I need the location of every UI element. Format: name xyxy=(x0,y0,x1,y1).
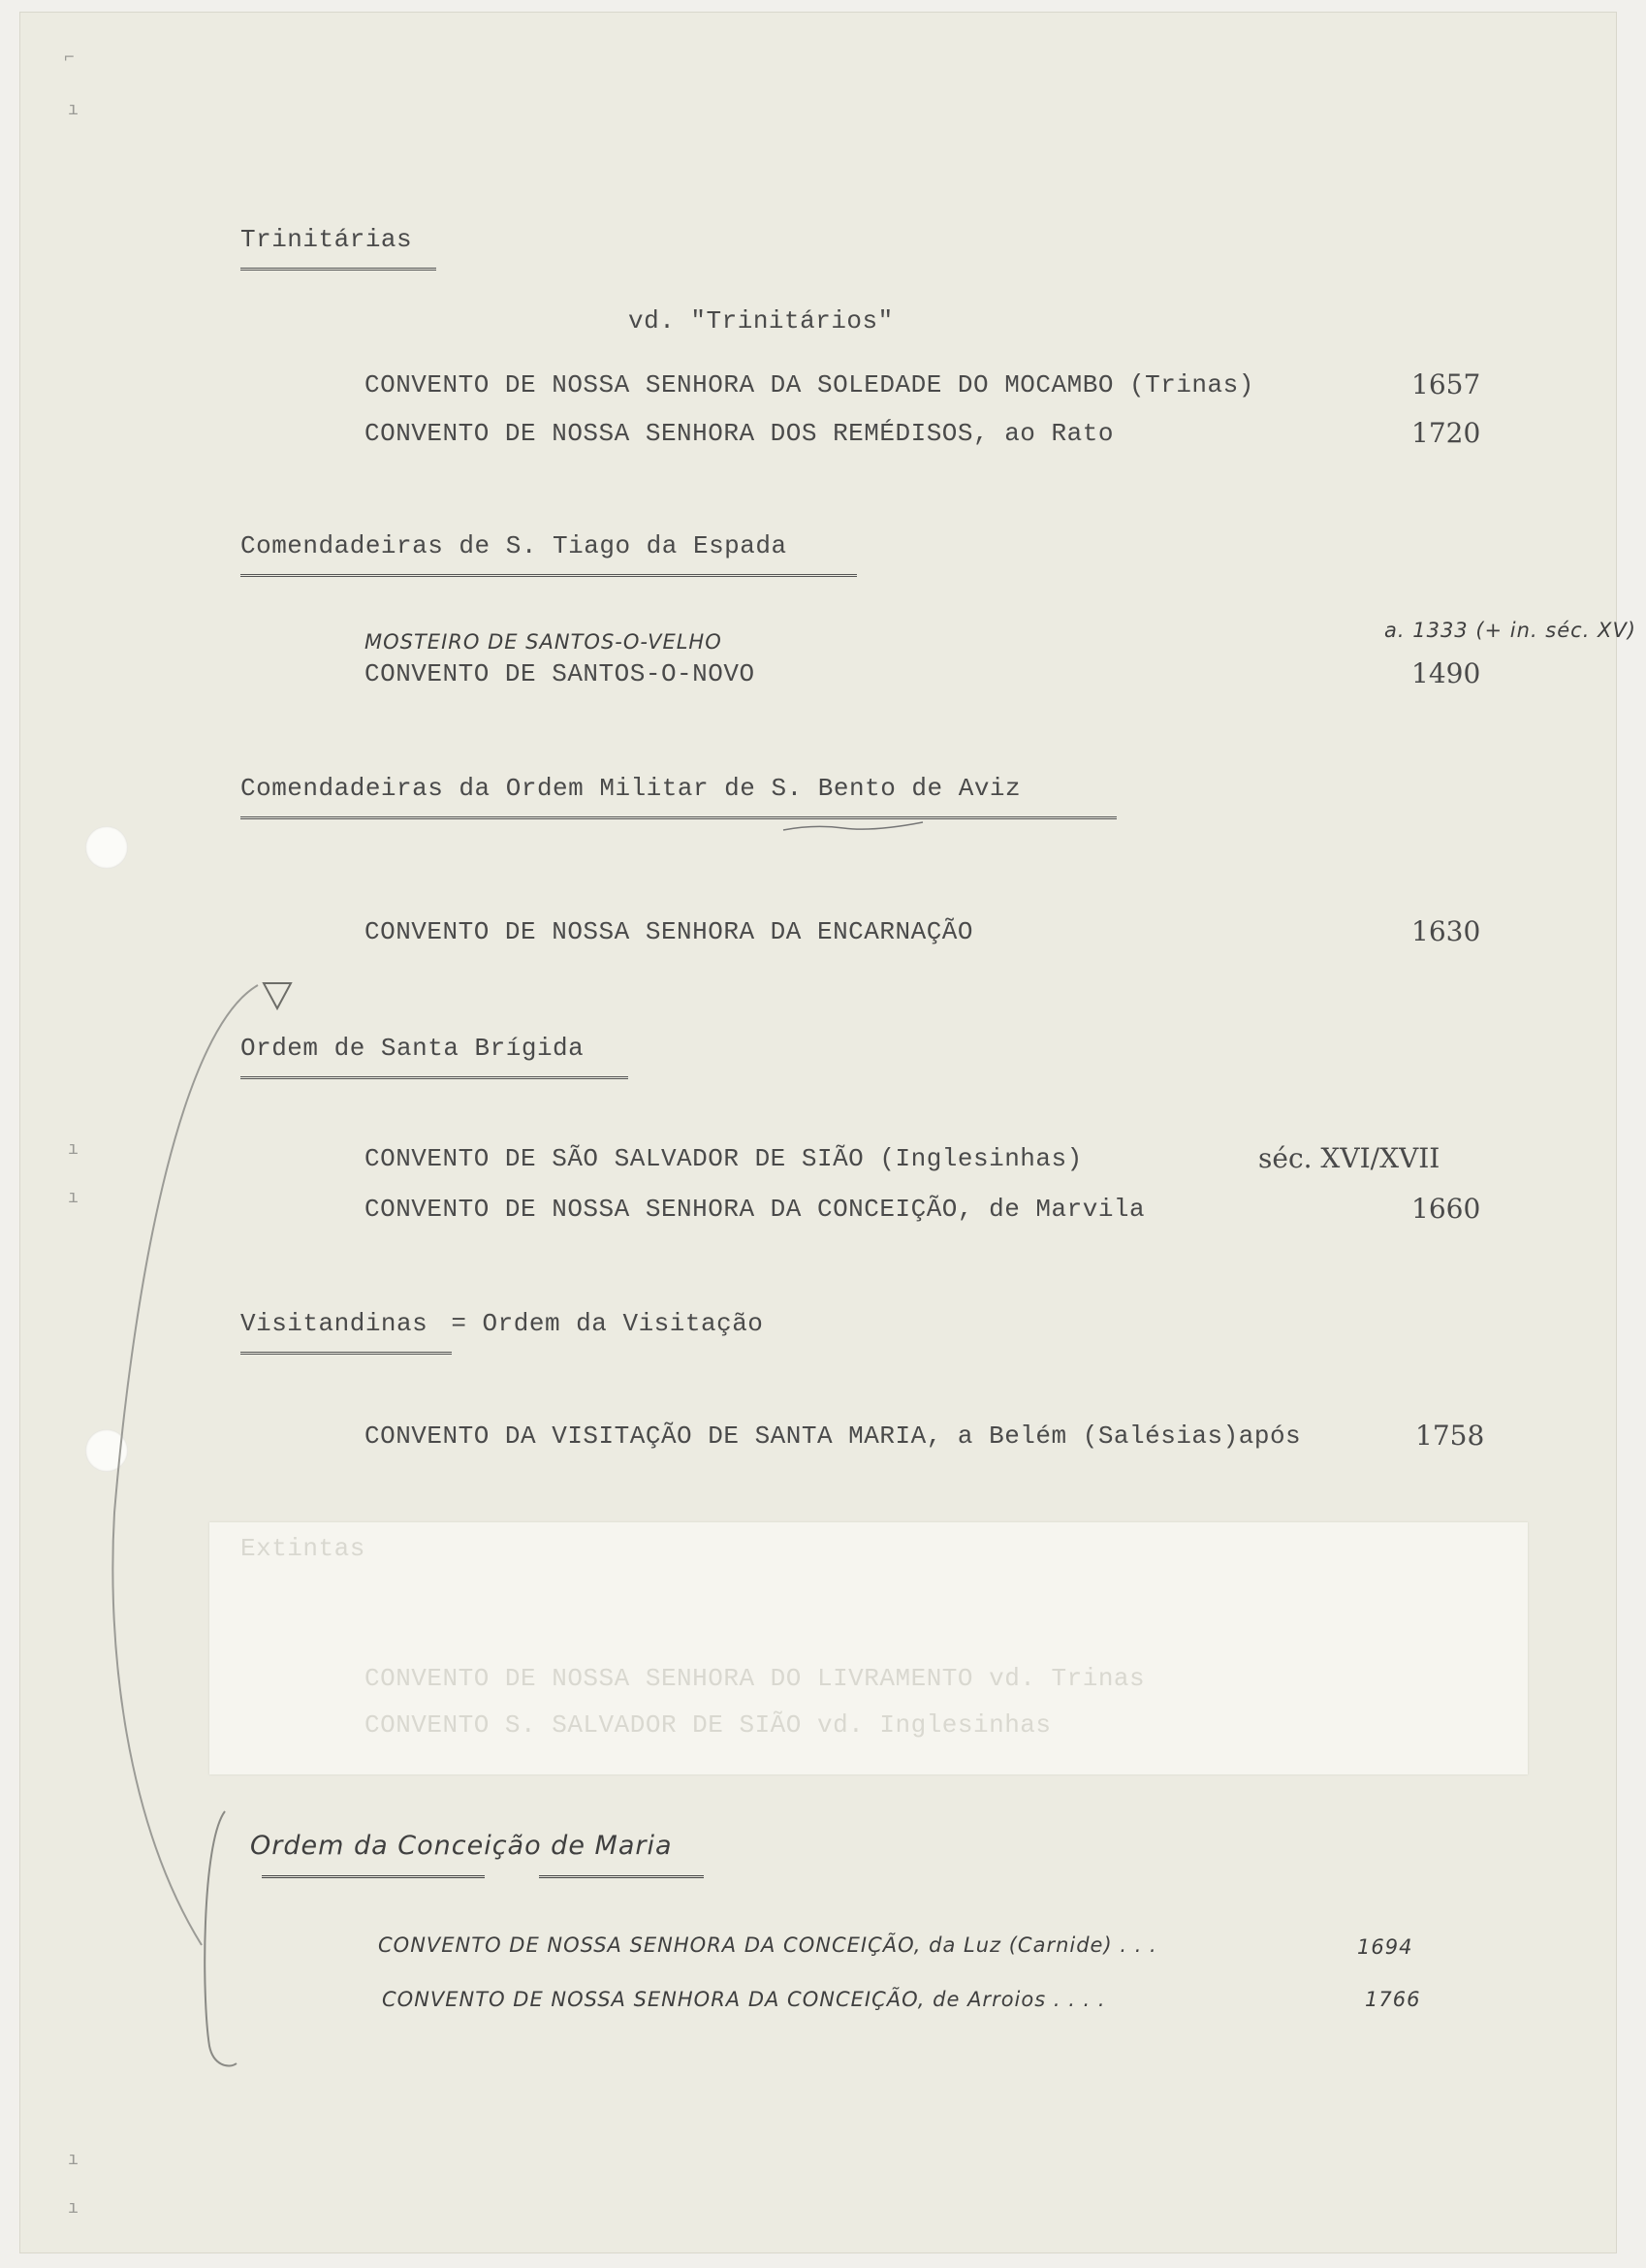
margin-mark: ı xyxy=(68,1189,79,1208)
entry-name: CONVENTO DE NOSSA SENHORA DA SOLEDADE DO MOCAMBO (Trinas) xyxy=(364,370,1254,399)
entry-name: CONVENTO DE NOSSA SENHORA DA ENCARNAÇÃO xyxy=(364,917,973,946)
cross-reference: vd. "Trinitários" xyxy=(628,306,894,335)
entry-name: CONVENTO DE SÃO SALVADOR DE SIÃO (Inglesinhas) xyxy=(364,1144,1083,1173)
covered-line: CONVENTO DE NOSSA SENHORA DO LIVRAMENTO vd. Trinas xyxy=(364,1664,1146,1693)
handwritten-year: 1694 xyxy=(1357,1935,1413,1959)
entry-year: 1720 xyxy=(1411,417,1481,449)
section-heading-main: Visitandinas xyxy=(240,1309,428,1338)
pencil-arrow-line xyxy=(112,985,258,1945)
handwritten-year: a. 1333 (+ in. séc. XV) xyxy=(1384,619,1636,642)
margin-mark: ı xyxy=(68,101,79,120)
margin-mark: ı xyxy=(68,1140,79,1160)
section-heading: Comendadeiras da Ordem Militar de S. Bento de Aviz xyxy=(240,774,1022,803)
handwritten-entry: CONVENTO DE NOSSA SENHORA DA CONCEIÇÃO, da Luz (Carnide) . . . xyxy=(378,1933,1157,1957)
pencil-scribble xyxy=(783,822,923,830)
section-heading: Trinitárias xyxy=(240,225,413,254)
entry-name: CONVENTO DE SANTOS-O-NOVO xyxy=(364,659,755,688)
pencil-arrowhead-icon xyxy=(264,983,291,1008)
margin-mark: ⌐ xyxy=(64,48,75,68)
entry-year: 1630 xyxy=(1411,915,1481,947)
handwritten-heading: Ordem da Conceição de Maria xyxy=(250,1831,673,1861)
section-heading: Comendadeiras de S. Tiago da Espada xyxy=(240,531,787,560)
margin-mark: ı xyxy=(68,2199,79,2219)
entry-name: CONVENTO DE NOSSA SENHORA DA CONCEIÇÃO, de Marvila xyxy=(364,1195,1146,1224)
entry-year: 1657 xyxy=(1411,368,1481,400)
section-heading-suffix: = Ordem da Visitação xyxy=(451,1309,764,1338)
entry-name: CONVENTO DE NOSSA SENHORA DOS REMÉDISOS, ao Rato xyxy=(364,419,1114,448)
entry-year: séc. XVI/XVII xyxy=(1258,1142,1440,1174)
entry-name: CONVENTO DA VISITAÇÃO DE SANTA MARIA, a Belém (Salésias)após xyxy=(364,1421,1302,1451)
covered-line: CONVENTO S. SALVADOR DE SIÃO vd. Inglesinhas xyxy=(364,1710,1052,1740)
entry-year: 1490 xyxy=(1411,657,1481,689)
handwritten-entry: CONVENTO DE NOSSA SENHORA DA CONCEIÇÃO, de Arroios . . . . xyxy=(382,1988,1106,2011)
handwritten-year: 1766 xyxy=(1365,1988,1421,2011)
entry-year: 1660 xyxy=(1411,1193,1481,1225)
section-heading: Ordem de Santa Brígida xyxy=(240,1034,585,1063)
entry-year: 1758 xyxy=(1415,1420,1485,1452)
covered-heading: Extintas xyxy=(240,1534,365,1563)
margin-mark: ı xyxy=(68,2151,79,2170)
pencil-bracket xyxy=(205,1811,237,2066)
handwritten-entry: MOSTEIRO DE SANTOS-O-VELHO xyxy=(364,630,722,654)
